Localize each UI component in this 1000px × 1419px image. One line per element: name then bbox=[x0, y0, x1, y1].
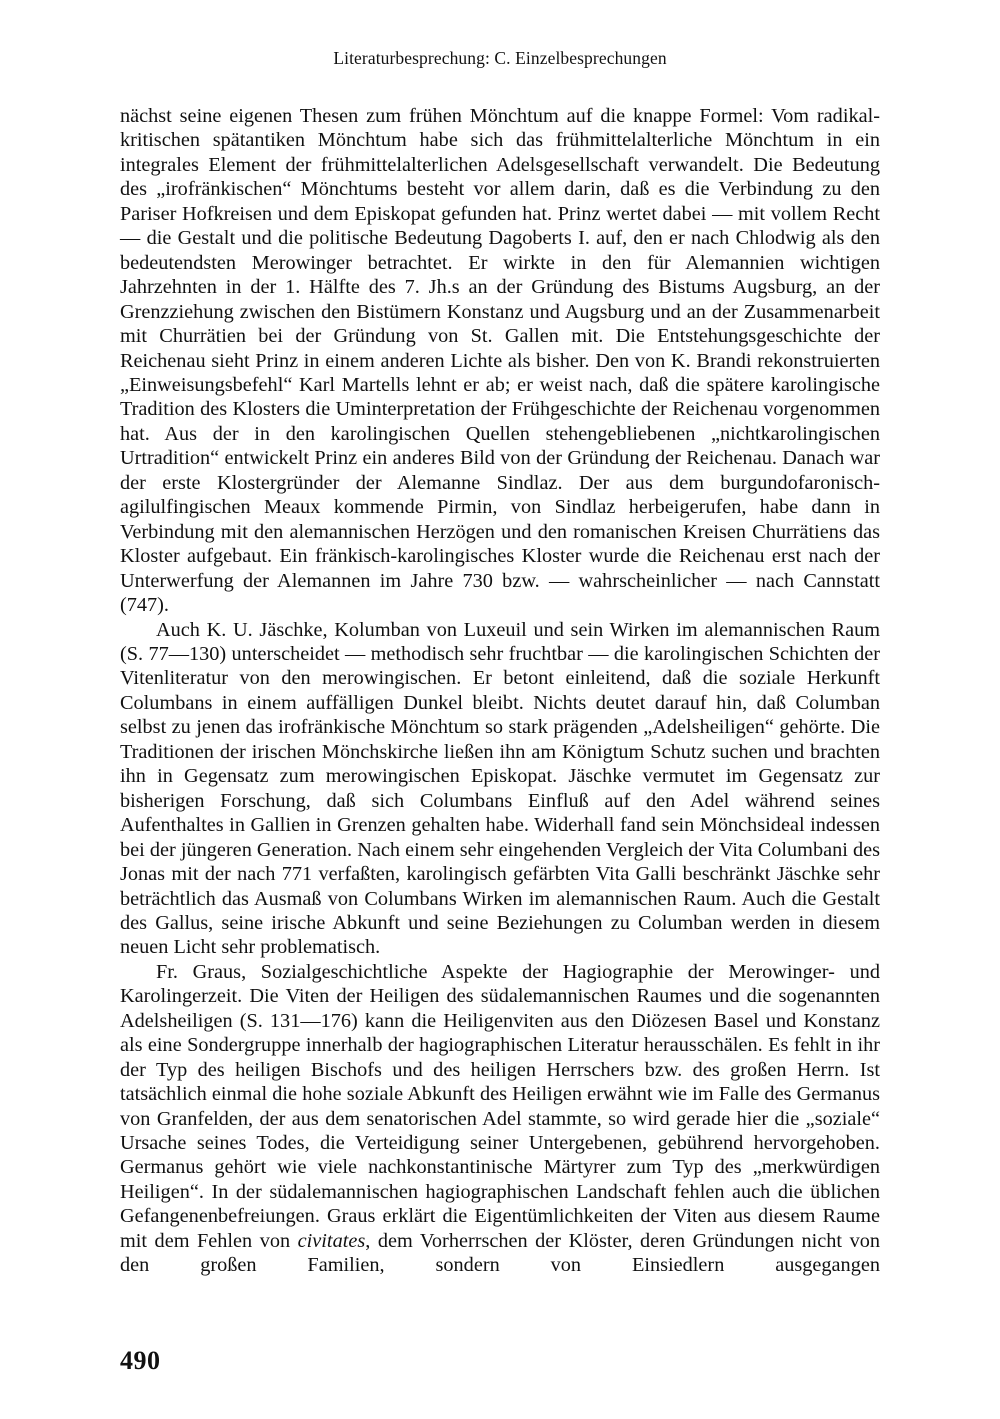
paragraph-3-text: Fr. Graus, Sozialgeschichtliche Aspekte der Hagiographie der Merowinger- und Karolingerzeit. Die Viten der Heiligen des südalemannischen Raumes und die sogenannten Adelsheiligen (S. 131—176) kann die Heiligenviten aus den Diözesen Basel und Konstanz als eine Sondergruppe innerhalb der hagiographischen Literatur herausschälen. Es fehlt in ihr der Typ des heiligen Bischofs und des heiligen Herrschers bzw. des großen Herrn. Ist tatsächlich einmal die hohe soziale Abkunft des Heiligen erwähnt wie im Falle des Germanus von Granfelden, der aus dem senatorischen Adel stammte, so wird gerade hier die „soziale“ Ursache seines Todes, die Verteidigung seiner Untergebenen, gebührend hervorgehoben. Germanus gehört wie viele nachkonstantinische Märtyrer zum Typ des „merkwürdigen Heiligen“. In der südalemannischen hagiographischen Landschaft fehlen auch die üblichen Gefangenenbefreiungen. Graus erklärt die Eigentümlichkeiten der Viten aus diesem Raume mit dem Fehlen von bbox=[120, 960, 880, 1252]
paragraph-3-italic: civitates bbox=[297, 1229, 366, 1252]
paragraph-2: Auch K. U. Jäschke, Kolumban von Luxeuil und sein Wirken im alemannischen Raum (S. 77—130) unterscheidet — methodisch sehr fruchtbar — die karolingischen Schichten der Vitenliteratur von den merowingischen. Er betont einleitend, daß die soziale Herkunft Columbans in einem auffälligen Dunkel bleibt. Nichts deutet darauf hin, daß Columban selbst zu jenen das irofränkische Mönchtum so stark prägenden „Adelsheiligen“ gehörte. Die Traditionen der irischen Mönchskirche ließen ihn am Königtum Schutz suchen und brachten ihn in Gegensatz zum merowingischen Episkopat. Jäschke vermutet im Gegensatz zur bisherigen Forschung, daß sich Columbans Einfluß auf den Adel während seines Aufenthaltes in Gallien in Grenzen gehalten habe. Widerhall fand sein Mönchsideal indessen bei der jüngeren Generation. Nach einem sehr eingehenden Vergleich der Vita Columbani des Jonas mit der nach 771 verfaßten, karolingisch gefärbten Vita Galli beschränkt Jäschke sehr beträchtlich das Ausmaß von Columbans Wirken im alemannischen Raum. Auch die Gestalt des Gallus, seine irische Abkunft und seine Beziehungen zu Columban werden in diesem neuen Licht sehr problematisch. bbox=[120, 618, 880, 959]
running-header: Literaturbesprechung: C. Einzelbesprechungen bbox=[333, 48, 667, 68]
paragraph-3 bbox=[120, 960, 880, 1278]
page-number: 490 bbox=[120, 1346, 161, 1375]
paragraph-1: nächst seine eigenen Thesen zum frühen Mönchtum auf die knappe Formel: Vom radikal-kritischen spätantiken Mönchtum habe sich das frühmittelalterliche Mönchtum in ein integrales Element der frühmittelalterlichen Adelsgesellschaft verwandelt. Die Bedeutung des „irofränkischen“ Mönchtums besteht vor allem darin, daß es die Verbindung zu den Pariser Hofkreisen und dem Episkopat gefunden hat. Prinz wertet dabei — mit vollem Recht — die Gestalt und die politische Bedeutung Dagoberts I. auf, den er nach Chlodwig als den bedeutendsten Merowinger betrachtet. Er wirkte in den für Alemannien wichtigen Jahrzehnten in der 1. Hälfte des 7. Jh.s an der Gründung des Bistums Augsburg, an der Grenzziehung zwischen den Bistümern Konstanz und Augsburg und an der Zusammenarbeit mit Churrätien bei der Gründung von St. Gallen mit. Die Entstehungsgeschichte der Reichenau sieht Prinz in einem anderen Lichte als bisher. Den von K. Brandi rekonstruierten „Einweisungsbefehl“ Karl Martells lehnt er ab; er weist nach, daß die spätere karolingische Tradition des Klosters die Uminterpretation der Frühgeschichte der Reichenau vorgenommen hat. Aus der in den karolingischen Quellen stehengebliebenen „nichtkarolingischen Urtradition“ entwickelt Prinz ein anderes Bild von der Gründung der Reichenau. Danach war der erste Klostergründer der Alemanne Sindlaz. Der aus dem burgundofaronisch-agilulfingischen Meaux kommende Pirmin, von Sindlaz herbeigerufen, habe dann in Verbindung mit den alemannischen Herzögen und den romanischen Kreisen Churrätiens das Kloster aufgebaut. Ein fränkisch-karolingisches Kloster wurde die Reichenau erst nach der Unterwerfung der Alemannen im Jahre 730 bzw. — wahrscheinlicher — nach Cannstatt (747). bbox=[120, 105, 880, 617]
paragraph-3-text-after: , dem Vorherrschen der Klöster, deren Gründungen nicht von den großen Familien, sondern von Einsiedlern ausgegangen bbox=[120, 1229, 880, 1277]
body-text bbox=[120, 104, 880, 1278]
